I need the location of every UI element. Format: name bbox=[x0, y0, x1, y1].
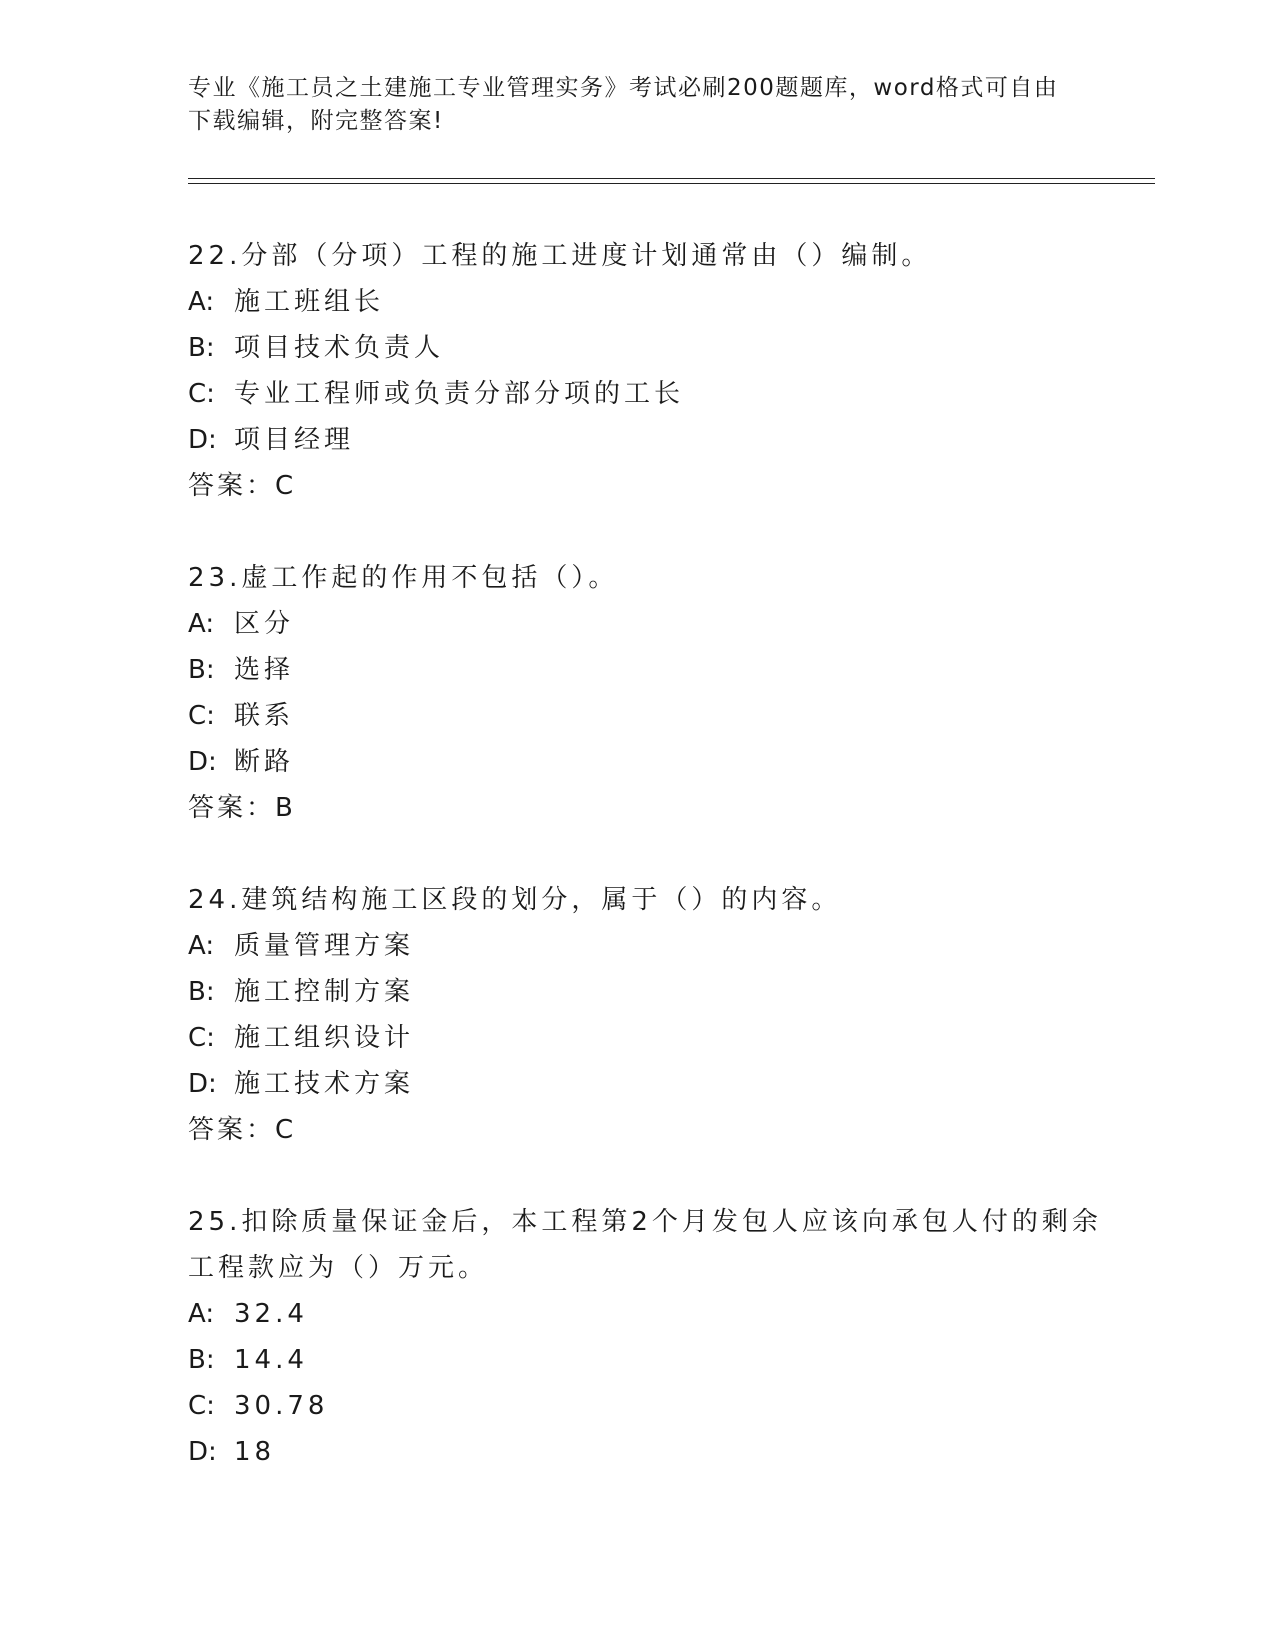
header-line-2: 下载编辑，附完整答案! bbox=[188, 108, 444, 134]
option-d bbox=[188, 1061, 1148, 1107]
option-key: B: bbox=[188, 333, 215, 363]
option-a bbox=[188, 923, 1148, 969]
option-key: D: bbox=[188, 1069, 217, 1099]
option-key: B: bbox=[188, 655, 215, 685]
option-a bbox=[188, 601, 1148, 647]
option-key: B: bbox=[188, 977, 215, 1007]
option-c bbox=[188, 371, 1148, 417]
option-key: C: bbox=[188, 1391, 215, 1421]
option-a bbox=[188, 1291, 1148, 1337]
option-c bbox=[188, 1383, 1148, 1429]
header-rule-bottom bbox=[188, 183, 1155, 184]
question-24 bbox=[188, 877, 1148, 1153]
document-header bbox=[188, 72, 1088, 138]
option-b bbox=[188, 1337, 1148, 1383]
option-key: D: bbox=[188, 425, 217, 455]
option-key: D: bbox=[188, 747, 217, 777]
header-rule-top bbox=[188, 178, 1155, 179]
option-a bbox=[188, 279, 1148, 325]
option-key: B: bbox=[188, 1345, 215, 1375]
option-b bbox=[188, 647, 1148, 693]
option-text: 30.78 bbox=[234, 1391, 329, 1421]
option-d bbox=[188, 1429, 1148, 1475]
question-stem-line-2: 工程款应为（）万元。 bbox=[188, 1253, 489, 1283]
answer: 答案：C bbox=[188, 471, 297, 501]
option-text: 区分 bbox=[234, 609, 295, 639]
header-line-1: 专业《施工员之土建施工专业管理实务》考试必刷200题题库，word格式可自由 bbox=[188, 75, 1059, 101]
question-22 bbox=[188, 233, 1148, 509]
option-text: 项目技术负责人 bbox=[234, 333, 445, 363]
option-text: 选择 bbox=[234, 655, 295, 685]
option-text: 专业工程师或负责分部分项的工长 bbox=[234, 379, 685, 409]
question-25 bbox=[188, 1199, 1148, 1475]
option-key: A: bbox=[188, 609, 215, 639]
option-text: 断路 bbox=[234, 747, 295, 777]
option-text: 质量管理方案 bbox=[234, 931, 415, 961]
option-c bbox=[188, 693, 1148, 739]
question-stem-line-1: 25.扣除质量保证金后，本工程第2个月发包人应该向承包人付的剩余 bbox=[188, 1207, 1102, 1237]
option-key: A: bbox=[188, 287, 215, 317]
option-key: D: bbox=[188, 1437, 217, 1467]
option-c bbox=[188, 1015, 1148, 1061]
option-d bbox=[188, 417, 1148, 463]
answer: 答案：B bbox=[188, 793, 296, 823]
option-text: 18 bbox=[234, 1437, 276, 1467]
question-list bbox=[188, 233, 1148, 1521]
option-text: 施工技术方案 bbox=[234, 1069, 415, 1099]
question-stem: 24.建筑结构施工区段的划分，属于（）的内容。 bbox=[188, 885, 842, 915]
option-text: 项目经理 bbox=[234, 425, 355, 455]
question-stem: 23.虚工作起的作用不包括（）。 bbox=[188, 563, 619, 593]
option-key: C: bbox=[188, 379, 215, 409]
option-text: 施工班组长 bbox=[234, 287, 385, 317]
option-key: A: bbox=[188, 1299, 215, 1329]
option-key: C: bbox=[188, 701, 215, 731]
option-b bbox=[188, 969, 1148, 1015]
option-text: 施工控制方案 bbox=[234, 977, 415, 1007]
option-key: C: bbox=[188, 1023, 215, 1053]
question-stem: 22.分部（分项）工程的施工进度计划通常由（）编制。 bbox=[188, 241, 932, 271]
option-d bbox=[188, 739, 1148, 785]
option-key: A: bbox=[188, 931, 215, 961]
option-text: 施工组织设计 bbox=[234, 1023, 415, 1053]
option-text: 14.4 bbox=[234, 1345, 308, 1375]
question-23 bbox=[188, 555, 1148, 831]
option-text: 32.4 bbox=[234, 1299, 308, 1329]
option-text: 联系 bbox=[234, 701, 295, 731]
option-b bbox=[188, 325, 1148, 371]
answer: 答案：C bbox=[188, 1115, 297, 1145]
